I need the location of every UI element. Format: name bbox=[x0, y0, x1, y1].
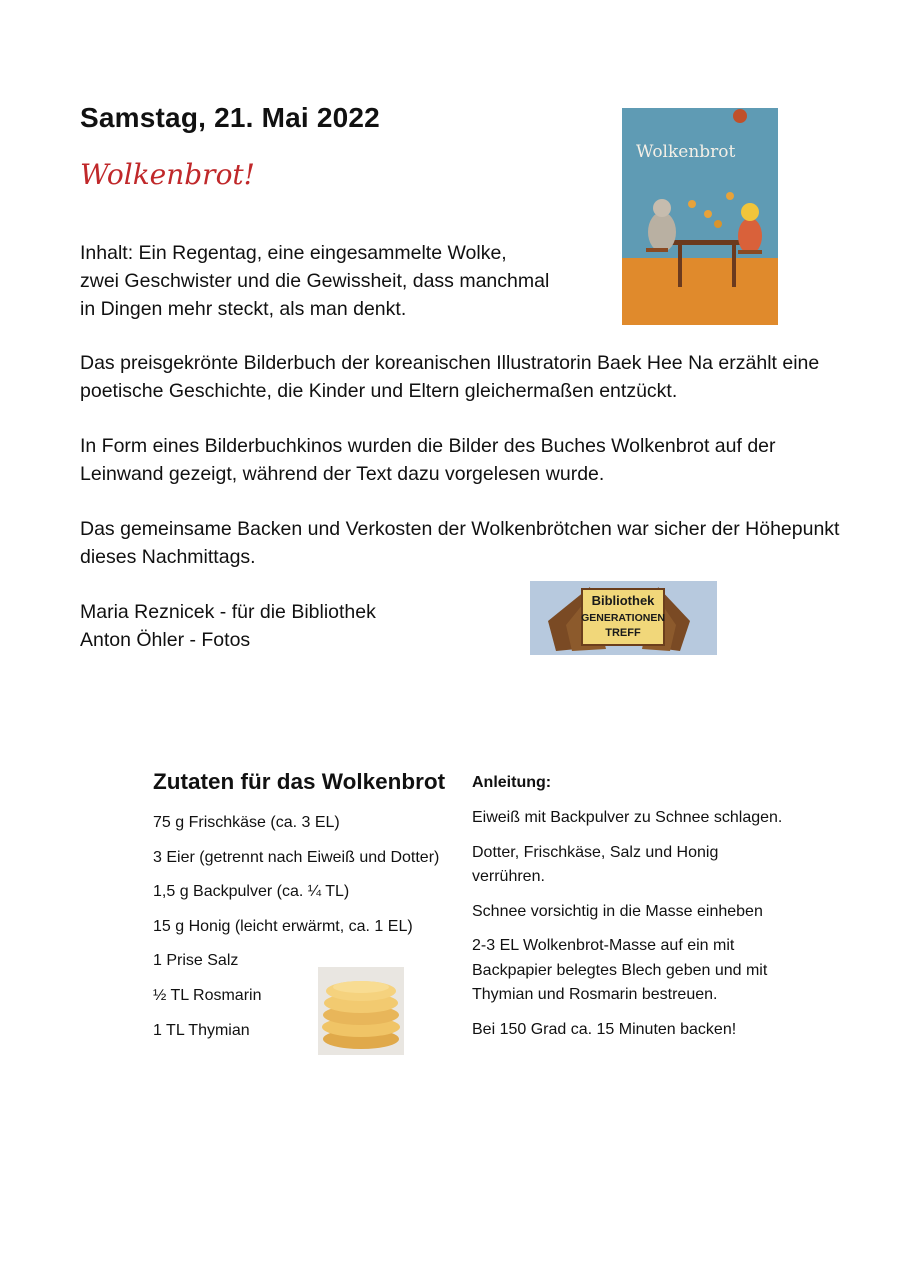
credit-line: Maria Reznicek - für die Bibliothek bbox=[80, 601, 376, 623]
instruction-step: 2-3 EL Wolkenbrot-Masse auf ein mit Backpapier belegtes Blech geben und mit Thymian und Rosmarin bestreuen. bbox=[472, 937, 768, 1003]
instructions-title: Anleitung: bbox=[472, 774, 552, 791]
ingredients-title: Zutaten für das Wolkenbrot bbox=[153, 769, 446, 794]
cover-title: Wolkenbrot bbox=[636, 142, 736, 162]
ingredient-item: 15 g Honig (leicht erwärmt, ca. 1 EL) bbox=[153, 917, 413, 935]
instruction-step: Dotter, Frischkäse, Salz und Honig verrühren. bbox=[472, 843, 719, 885]
credits bbox=[80, 598, 500, 654]
logo-line: GENERATIONEN bbox=[581, 612, 665, 624]
content-paragraph: Das gemeinsame Backen und Verkosten der Wolkenbrötchen war sicher der Höhepunkt dieses Nachmittags. bbox=[80, 518, 840, 568]
ingredient-item: 1 Prise Salz bbox=[153, 952, 239, 970]
instructions-list bbox=[472, 806, 792, 1052]
content-paragraph: Das preisgekrönte Bilderbuch der koreanischen Illustratorin Baek Hee Na erzählt eine poetische Geschichte, die Kinder und Eltern gleichermaßen entzückt. bbox=[80, 352, 820, 402]
instruction-step: Eiweiß mit Backpulver zu Schnee schlagen. bbox=[472, 809, 783, 826]
ingredient-item: 3 Eier (getrennt nach Eiweiß und Dotter) bbox=[153, 848, 440, 866]
instruction-step: Schnee vorsichtig in die Masse einheben bbox=[472, 902, 763, 920]
cloud-bread-photo bbox=[318, 967, 404, 1055]
credit-line: Anton Öhler - Fotos bbox=[80, 629, 251, 651]
ingredient-item: ½ TL Rosmarin bbox=[153, 986, 262, 1004]
instruction-step: Bei 150 Grad ca. 15 Minuten backen! bbox=[472, 1020, 737, 1038]
page-title: Wolkenbrot! bbox=[80, 158, 255, 191]
ingredient-item: 75 g Frischkäse (ca. 3 EL) bbox=[153, 814, 340, 831]
ingredient-item: 1 TL Thymian bbox=[153, 1021, 250, 1039]
logo-line: TREFF bbox=[605, 627, 641, 639]
page-date: Samstag, 21. Mai 2022 bbox=[80, 102, 380, 133]
book-cover-image bbox=[622, 108, 778, 325]
content-paragraph: In Form eines Bilderbuchkinos wurden die Bilder des Buches Wolkenbrot auf der Leinwand gezeigt, während der Text dazu vorgelesen wurde. bbox=[80, 435, 776, 485]
library-logo bbox=[530, 581, 717, 655]
content-paragraph: Inhalt: Ein Regentag, eine eingesammelte Wolke, zwei Geschwister und die Gewissheit, dass manchmal in Dingen mehr steckt, als man denkt. bbox=[80, 242, 550, 320]
ingredient-item: 1,5 g Backpulver (ca. ¼ TL) bbox=[153, 883, 350, 901]
logo-line: Bibliothek bbox=[591, 593, 655, 608]
